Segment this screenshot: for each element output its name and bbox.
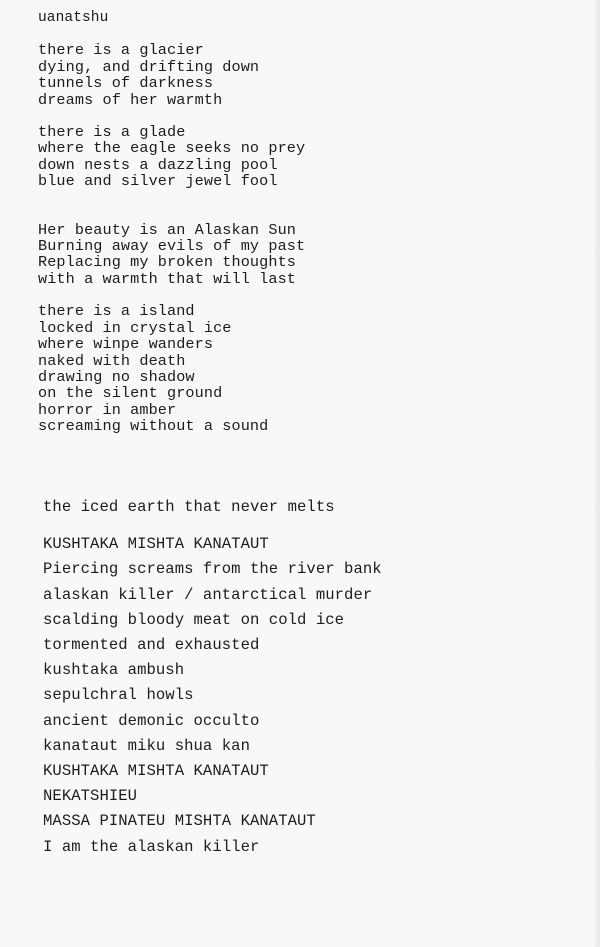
lyric-line: NEKATSHIEU <box>43 787 138 806</box>
lyric-line: kanataut miku shua kan <box>43 736 250 755</box>
lyric-line: kushtaka ambush <box>43 661 185 680</box>
page-edge-shadow <box>594 0 600 947</box>
lyric-line: drawing no shadow <box>38 367 195 386</box>
part-one-title: uanatshu <box>38 10 109 26</box>
lyric-line: sepulchral howls <box>43 686 194 705</box>
lyric-line: MASSA PINATEU MISHTA KANATAUT <box>43 812 316 831</box>
part-two-title: the iced earth that never melts <box>43 498 335 516</box>
lyric-line: where the eagle seeks no prey <box>38 139 306 158</box>
lyric-line: locked in crystal ice <box>38 318 232 337</box>
lyric-line: alaskan killer / antarctical murder <box>43 585 373 604</box>
lyric-line: ancient demonic occulto <box>43 711 260 730</box>
stanza-3 <box>38 222 305 288</box>
lyric-line: naked with death <box>38 351 186 370</box>
lyric-line: KUSHTAKA MISHTA KANATAUT <box>43 535 269 554</box>
lyric-line: there is a island <box>38 302 195 321</box>
lyric-line: dreams of her warmth <box>38 90 223 109</box>
lyrics-part-two <box>43 495 382 860</box>
lyric-line: Piercing screams from the river bank <box>43 560 382 579</box>
lyric-line: down nests a dazzling pool <box>38 155 278 174</box>
lyric-line: I am the alaskan killer <box>43 837 260 856</box>
lyric-line: scalding bloody meat on cold ice <box>43 610 345 629</box>
lyric-line: tunnels of darkness <box>38 74 214 93</box>
lyric-line: KUSHTAKA MISHTA KANATAUT <box>43 762 269 781</box>
lyric-line: Burning away evils of my past <box>38 237 306 256</box>
lyric-line: tormented and exhausted <box>43 636 260 655</box>
lyric-line: with a warmth that will last <box>38 269 296 288</box>
stanza-2 <box>38 124 305 190</box>
lyric-line: Her beauty is an Alaskan Sun <box>38 220 296 239</box>
lyric-line: screaming without a sound <box>38 417 269 436</box>
lyric-line: blue and silver jewel fool <box>38 172 278 191</box>
stanza-1 <box>38 42 305 108</box>
lyric-line: dying, and drifting down <box>38 57 260 76</box>
lyric-line: horror in amber <box>38 400 177 419</box>
lyric-line: Replacing my broken thoughts <box>38 253 296 272</box>
stanza-4 <box>38 303 305 434</box>
lyric-line: there is a glade <box>38 123 186 142</box>
lyrics-part-one <box>38 10 305 451</box>
lyric-line: where winpe wanders <box>38 335 214 354</box>
lyric-line: there is a glacier <box>38 41 204 60</box>
lyric-line: on the silent ground <box>38 384 223 403</box>
